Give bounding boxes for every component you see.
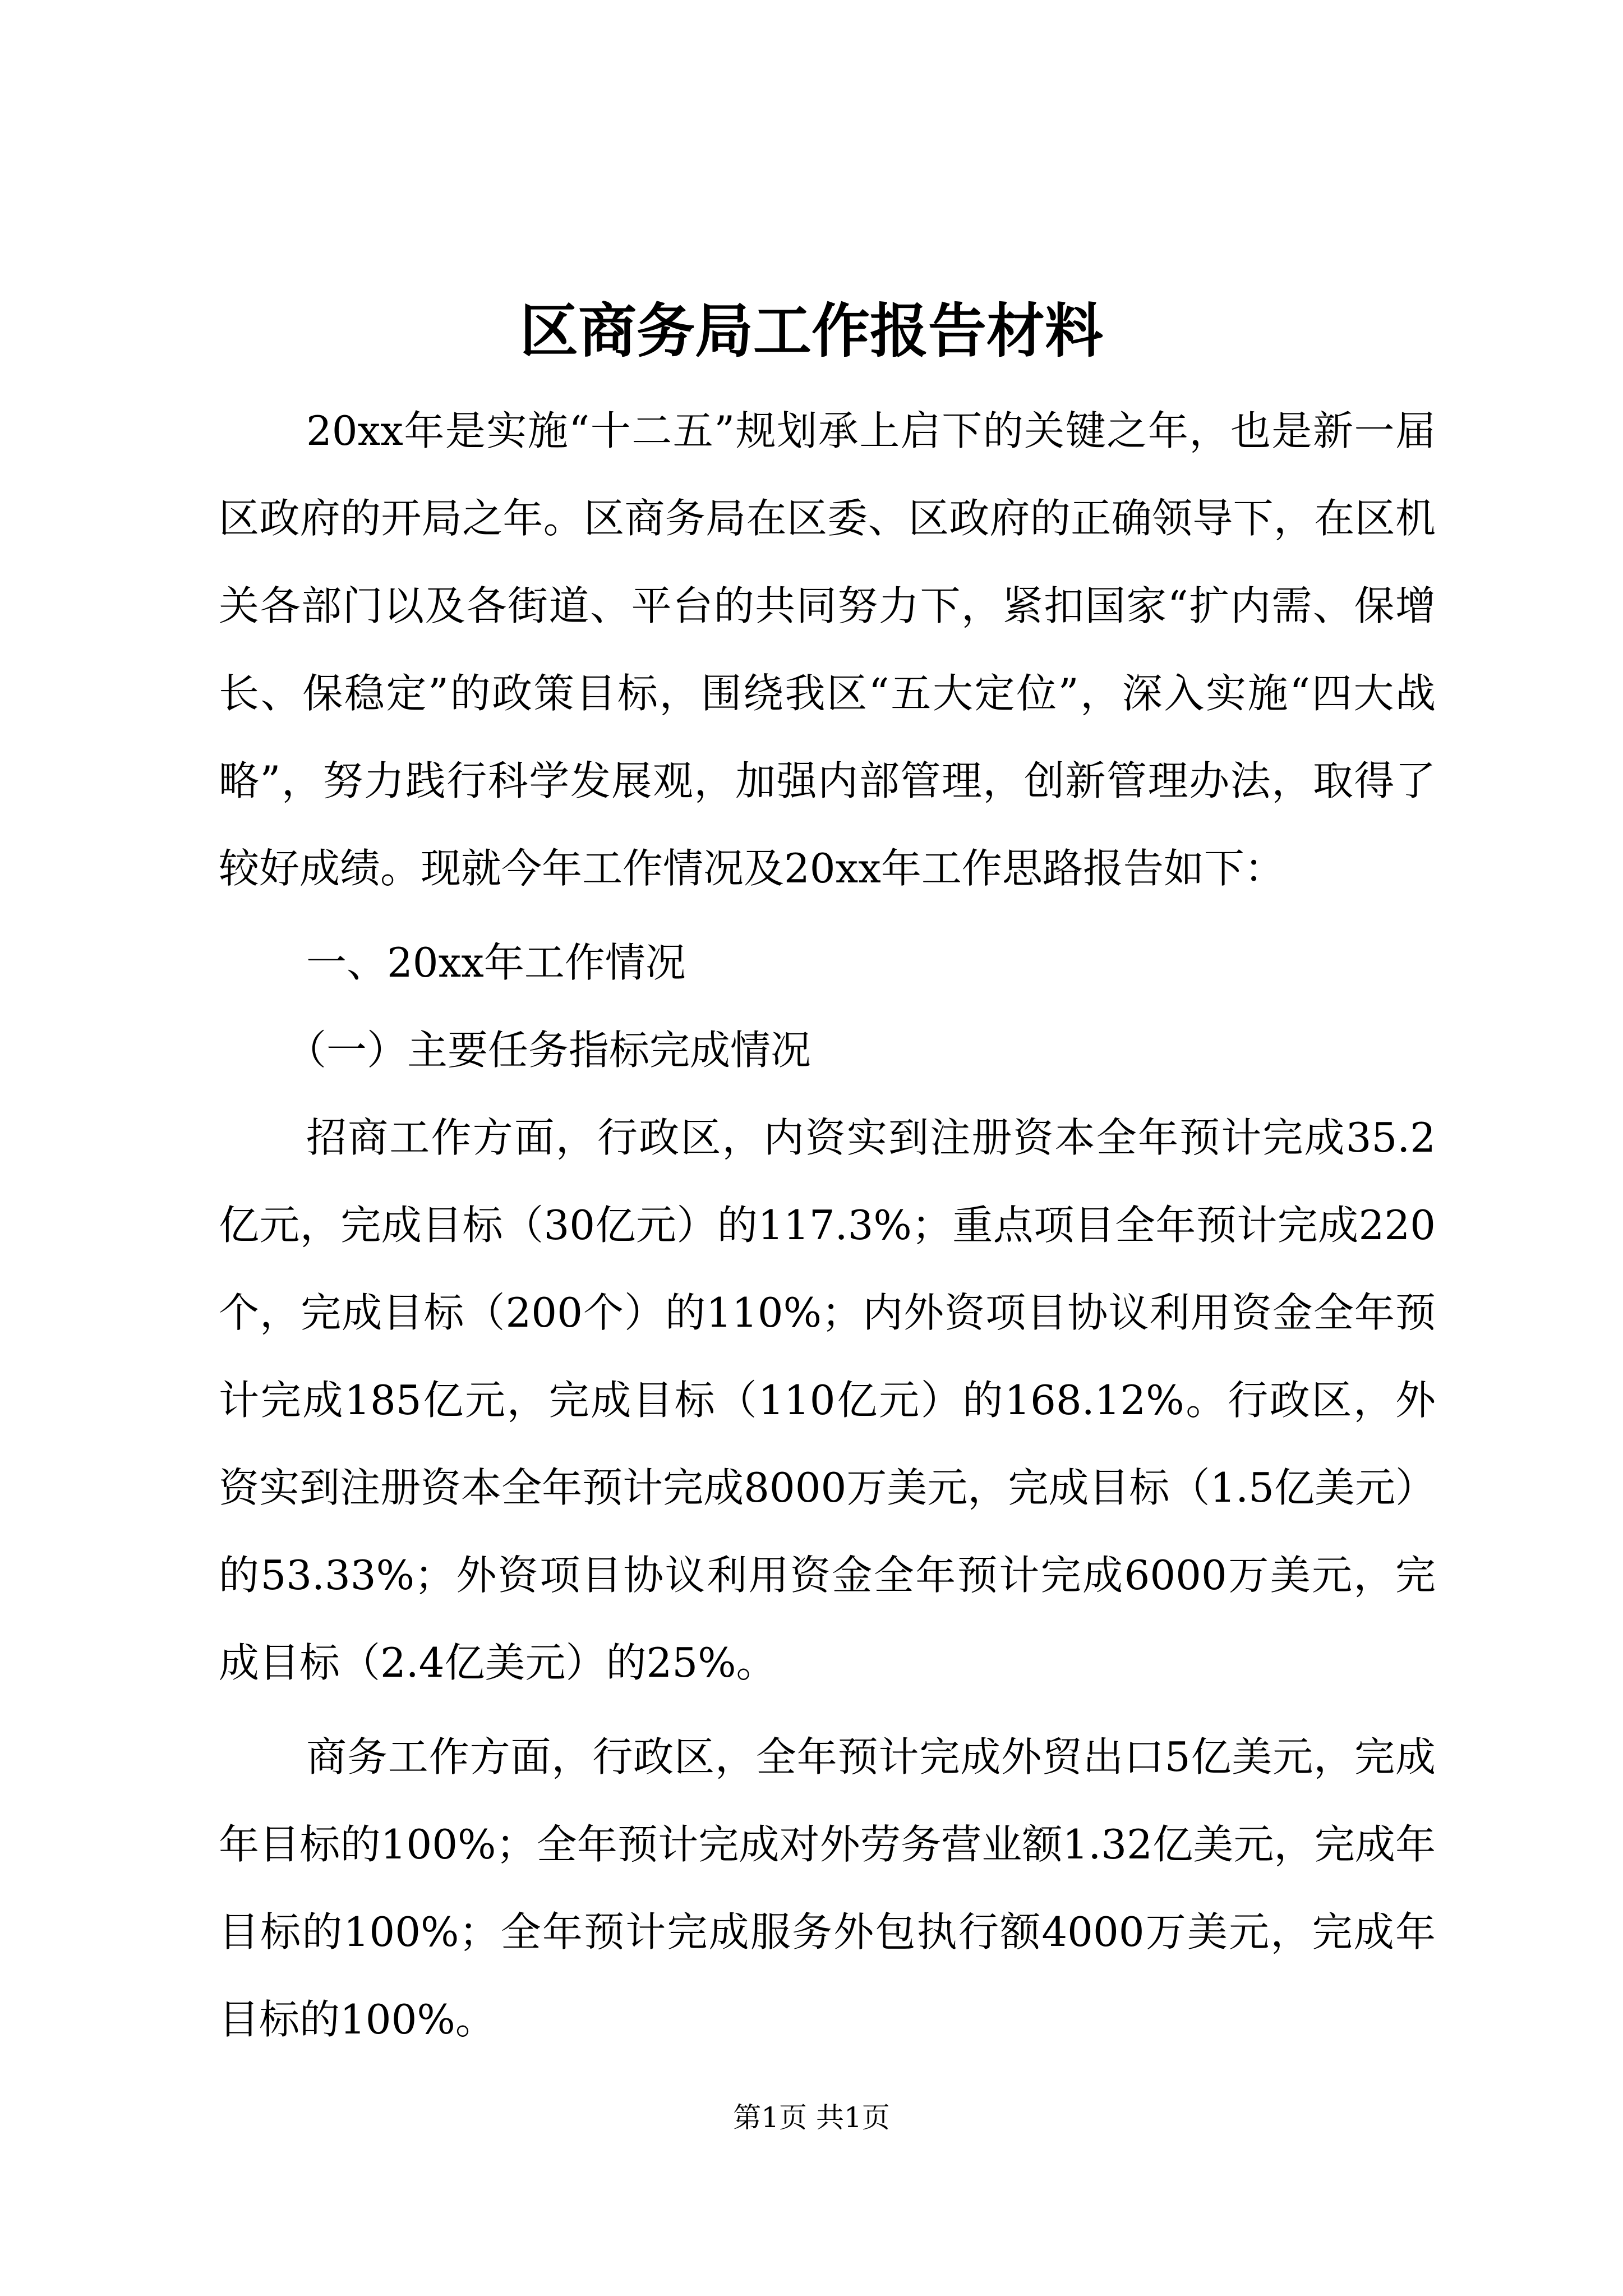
document-body <box>219 387 1436 2063</box>
subsection-heading: （一）主要任务指标完成情况 <box>286 1027 811 1074</box>
commerce-paragraph: 商务工作方面，行政区，全年预计完成外贸出口5亿美元，完成年目标的100%；全年预计完成对外劳务营业额1.32亿美元，完成年目标的100%；全年预计完成服务外包执行额4000万美元，完成年目标的100%。 <box>219 1733 1436 2043</box>
document-title: 区商务局工作报告材料 <box>519 296 1103 365</box>
section-heading: 一、20xx年工作情况 <box>306 939 686 986</box>
investment-paragraph: 招商工作方面，行政区，内资实到注册资本全年预计完成35.2亿元，完成目标（30亿元）的117.3%；重点项目全年预计完成220个，完成目标（200个）的110%；内外资项目协议利用资金全年预计完成185亿元，完成目标（110亿元）的168.12%。行政区，外资实到注册资本全年预计完成8000万美元，完成目标（1.5亿美元）的53.33%；外资项目协议利用资金全年预计完成6000万美元，完成目标（2.4亿美元）的25%。 <box>219 1114 1436 1686</box>
page-footer: 第1页 共1页 <box>733 2101 890 2134</box>
intro-paragraph: 20xx年是实施“十二五”规划承上启下的关键之年，也是新一届区政府的开局之年。区商务局在区委、区政府的正确领导下，在区机关各部门以及各街道、平台的共同努力下，紧扣国家“扩内需、保增长、保稳定”的政策目标，围绕我区“五大定位”，深入实施“四大战略”，努力践行科学发展观，加强内部管理，创新管理办法，取得了较好成绩。现就今年工作情况及20xx年工作思路报告如下： <box>219 407 1436 892</box>
